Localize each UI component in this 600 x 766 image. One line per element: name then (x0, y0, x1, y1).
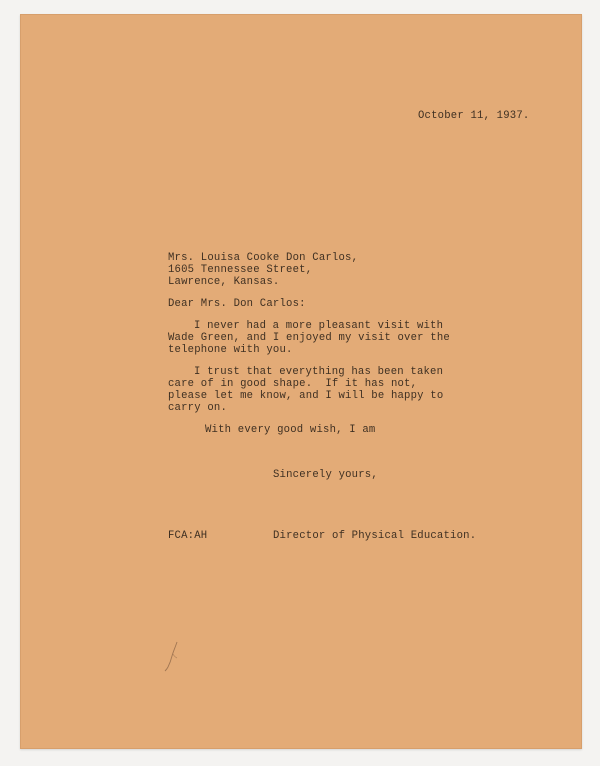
paragraph-2-line-2: care of in good shape. If it has not, (168, 378, 418, 390)
closing-line: With every good wish, I am (205, 424, 376, 436)
salutation: Dear Mrs. Don Carlos: (168, 298, 306, 310)
paragraph-2-line-4: carry on. (168, 402, 228, 414)
typist-initials: FCA:AH (168, 530, 208, 542)
paragraph-1-line-3: telephone with you. (168, 344, 293, 356)
address-line-2: 1605 Tennessee Street, (168, 264, 313, 276)
letter-date: October 11, 1937. (418, 110, 530, 122)
address-line-1: Mrs. Louisa Cooke Don Carlos, (168, 252, 359, 264)
letter-sheet (20, 14, 582, 749)
paragraph-2-line-3: please let me know, and I will be happy to (168, 390, 444, 402)
paragraph-2-line-1: I trust that everything has been taken (194, 366, 444, 378)
pencil-mark (163, 640, 181, 674)
signoff: Sincerely yours, (273, 469, 378, 481)
signer-title: Director of Physical Education. (273, 530, 477, 542)
address-line-3: Lawrence, Kansas. (168, 276, 280, 288)
paragraph-1-line-2: Wade Green, and I enjoyed my visit over the (168, 332, 450, 344)
paragraph-1-line-1: I never had a more pleasant visit with (194, 320, 444, 332)
